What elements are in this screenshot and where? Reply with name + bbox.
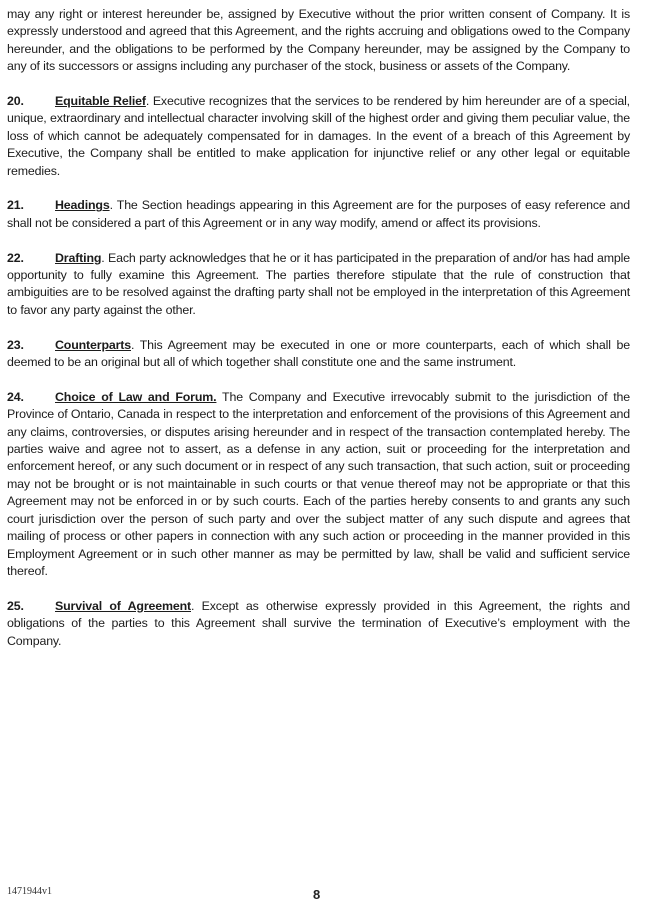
section-number: 22. <box>7 250 24 265</box>
section-24 <box>7 389 630 580</box>
section-20 <box>7 93 630 180</box>
section-body: . Executive recognizes that the services to be rendered by him hereunder are of a special, unique, extraordinary and intellectual character involving skill of the highest order and giving them peculiar value, the loss of which cannot be adequately compensated for in damages. In the event of a breach of this Agreement by Executive, the Company shall be entitled to make application for injunctive relief or any other legal or equitable remedies. <box>7 94 630 178</box>
section-body: The Company and Executive irrevocably submit to the jurisdiction of the Province of Ontario, Canada in respect to the interpretation and enforcement of the provisions of this Agreement and any claims, controversies, or disputes arising hereunder and in respect of the transaction contemplated hereby. The parties waive and agree not to assert, as a defense in any action, suit or proceeding for the interpretation and enforcement hereof, or any such document or in respect of any such transaction, that such action, suit or proceeding may not be brought or is not maintainable in such courts or that venue thereof may not be appropriate or that this Agreement may not be enforced in or by such courts. Each of the parties hereby consents to and grants any such court jurisdiction over the person of such party and over the subject matter of any such dispute and agrees that mailing of process or other papers in connection with any such action or proceeding in the manner provided in this Employment Agreement or in such other manner as may be permitted by law, shall be valid and sufficient service thereof. <box>7 389 630 578</box>
section-23 <box>7 337 630 372</box>
footer-page-number: 8 <box>313 887 321 902</box>
section-21 <box>7 197 630 232</box>
section-heading: Counterparts <box>55 337 131 352</box>
section-number: 24. <box>7 389 24 404</box>
continuation-paragraph: may any right or interest hereunder be, assigned by Executive without the prior written consent of Company. It is expressly understood and agreed that this Agreement, and the rights accruing and obligations owed to the Company hereunder, and the obligations to be performed by the Company hereunder, may be assigned by the Company to any of its successors or assigns including any purchaser of the stock, business or assets of the Company. <box>7 7 630 74</box>
section-number: 25. <box>7 598 24 613</box>
section-22 <box>7 250 630 320</box>
document-page <box>7 6 630 650</box>
section-body: . This Agreement may be executed in one or more counterparts, each of which shall be deemed to be an original but all of which together shall constitute one and the same instrument. <box>7 337 630 370</box>
section-25 <box>7 598 630 650</box>
section-body: . The Section headings appearing in this Agreement are for the purposes of easy reference and shall not be considered a part of this Agreement or in any way modify, amend or affect its provisions. <box>7 198 630 230</box>
section-heading: Headings <box>55 198 110 213</box>
section-body: . Except as otherwise expressly provided in this Agreement, the rights and obligations of the parties to this Agreement shall survive the termination of Executive’s employment with the Company. <box>7 598 630 648</box>
section-number: 20. <box>7 94 24 109</box>
section-heading: Choice of Law and Forum. <box>55 389 217 404</box>
section-heading: Drafting <box>55 250 102 265</box>
section-number: 23. <box>7 337 24 352</box>
footer-document-id: 1471944v1 <box>7 886 52 897</box>
section-heading: Equitable Relief <box>55 94 146 109</box>
section-heading: Survival of Agreement <box>55 598 191 613</box>
section-number: 21. <box>7 198 24 213</box>
section-body: . Each party acknowledges that he or it has participated in the preparation of and/or has had ample opportunity to fully examine this Agreement. The parties therefore stipulate that the rule of construction that ambiguities are to be resolved against the drafting party shall not be employed in the interpretation of this Agreement to favor any party against the other. <box>7 250 630 317</box>
